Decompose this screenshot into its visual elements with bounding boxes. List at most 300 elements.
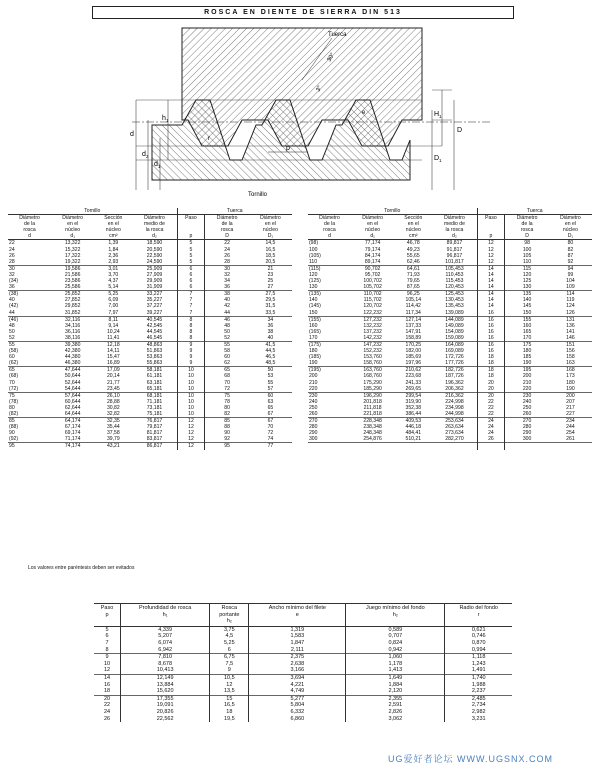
cell-right-0: 200 [308, 373, 318, 380]
header-line: h₂ [392, 611, 398, 618]
cell-left-2: 20,14 [106, 373, 120, 380]
bottom-cell-1: 13,884 [121, 682, 210, 689]
cell-left-6: 63 [267, 398, 274, 405]
cell-left-2: 3,01 [94, 265, 132, 272]
label-D1-sub: 1 [439, 158, 442, 163]
header-left-0 [8, 215, 51, 240]
bottom-cell-4: 2,120 [346, 688, 445, 695]
bottom-cell-5: 2,485 [445, 695, 512, 702]
cell-right-3: 139,089 [445, 309, 464, 316]
cell-left-4: 6 [177, 284, 205, 291]
cell-right-5: 270 [505, 418, 549, 425]
group-nut-left: Tuerca [177, 208, 292, 215]
cell-left-1: 57,644 [51, 392, 94, 399]
cell-right-6: 180 [566, 379, 575, 386]
bottom-header-3 [249, 604, 346, 627]
cell-right-1: 100,702 [363, 278, 382, 285]
bottom-cell-0: 6 [105, 633, 109, 640]
cell-left-5: 90 [205, 430, 249, 436]
cell-left-0: 85 [8, 418, 51, 425]
cell-right-1: 122,232 [363, 309, 382, 316]
bottom-cell-0: 8 [105, 646, 109, 653]
header-line: Paso [185, 215, 197, 222]
cell-right-4: 12 [477, 247, 505, 253]
cell-left-0: 48 [9, 322, 15, 329]
cell-left-1: 62,644 [64, 404, 81, 411]
header-left-2 [94, 215, 132, 240]
cell-right-6: 114 [549, 291, 592, 298]
page-title: ROSCA EN DIENTE DE SIERRA DIN 513 [92, 6, 514, 19]
cell-right-5: 150 [505, 310, 549, 317]
cell-right-5: 170 [505, 335, 549, 342]
cell-left-2: 16,89 [106, 360, 120, 367]
cell-left-2: 12,18 [94, 341, 132, 348]
cell-left-6: 16,5 [265, 246, 276, 253]
cell-right-3: 182,726 [432, 367, 477, 374]
bottom-cell-4: 1,413 [346, 667, 445, 674]
cell-left-6: 21 [249, 265, 292, 272]
bottom-table-body [94, 626, 512, 722]
cell-left-3: 68,181 [132, 392, 177, 399]
cell-left-3: 81,817 [146, 430, 163, 437]
cell-right-1: 168,760 [363, 373, 382, 380]
cell-left-0: 26 [9, 252, 15, 259]
cell-left-5: 52 [205, 335, 249, 342]
cell-left-6: 31,5 [265, 303, 276, 310]
header-line: en el [264, 221, 276, 228]
cell-left-5: 55 [205, 341, 249, 348]
cell-right-5: 160 [505, 323, 549, 329]
cell-right-1: 77,174 [364, 240, 381, 247]
cell-left-4: 10 [177, 367, 205, 374]
cell-left-6: 25 [267, 278, 274, 285]
header-line: e [295, 611, 299, 618]
bottom-cell-2: 12 [210, 682, 249, 689]
cell-left-2: 37,58 [106, 430, 120, 437]
cell-left-3: 31,909 [146, 284, 163, 291]
header-line: rosca [23, 227, 36, 234]
cell-left-6: 44,5 [265, 348, 276, 355]
header-right-0 [308, 215, 351, 240]
cell-right-6: 124 [566, 303, 575, 310]
header-right-4 [477, 215, 505, 240]
header-line: D₁ [267, 233, 274, 240]
cell-left-5: 85 [205, 418, 249, 425]
cell-left-4: 5 [177, 240, 205, 247]
cell-left-6: 60 [249, 392, 292, 399]
cell-right-2: 510,21 [405, 436, 422, 443]
cell-left-5: 28 [205, 259, 249, 266]
table-row [8, 310, 592, 317]
cell-right-3: 206,362 [445, 385, 464, 392]
cell-left-0: 90 [9, 430, 15, 437]
cell-left-4: 10 [177, 392, 205, 399]
header-line: d₂ [152, 233, 157, 240]
cell-left-0: 36 [9, 284, 15, 291]
cell-right-1: 120,702 [363, 303, 382, 310]
cell-right-2: 49,23 [406, 246, 420, 253]
table-row [8, 418, 592, 425]
cell-left-3: 73,181 [146, 404, 163, 411]
header-line: d₁ [70, 233, 75, 240]
header-line: en el [107, 221, 119, 228]
cell-right-1: 115,702 [363, 297, 382, 304]
cell-right-3: 224,998 [445, 398, 464, 405]
table-row [94, 633, 512, 640]
cell-left-3: 35,227 [146, 297, 163, 304]
cell-left-2: 39,79 [106, 436, 120, 443]
header-line: rosca [220, 227, 234, 234]
table-row [94, 716, 512, 723]
cell-left-3: 18,590 [146, 240, 163, 247]
bottom-cell-2: 4,5 [210, 633, 249, 640]
cell-right-2: 79,65 [406, 278, 420, 285]
cell-right-2: 197,96 [405, 360, 422, 367]
header-line: Diámetro [560, 215, 581, 222]
cell-right-3: 135,453 [445, 303, 464, 310]
cell-right-4: 18 [477, 360, 505, 367]
cell-left-0: 30 [8, 265, 51, 272]
table-row [8, 367, 592, 374]
bottom-cell-1: 8,678 [121, 661, 210, 668]
bottom-header-5 [445, 604, 512, 627]
cell-left-6: 74 [267, 436, 274, 443]
header-line: en el [367, 221, 379, 228]
label-d: d [130, 131, 134, 138]
cell-left-2: 7,00 [108, 303, 119, 310]
cell-right-6: 87 [567, 252, 574, 259]
header-line: Diámetro [144, 215, 165, 222]
bottom-cell-4: 2,355 [346, 695, 445, 702]
cell-right-0: 290 [308, 430, 318, 437]
cell-right-4: 24 [477, 430, 505, 436]
cell-right-5: 200 [505, 373, 549, 379]
cell-left-4: 5 [177, 247, 205, 253]
cell-right-5: 98 [505, 240, 549, 247]
cell-left-4: 6 [177, 278, 205, 284]
cell-left-6: 50 [249, 367, 292, 374]
bottom-cell-4: 1,060 [346, 654, 445, 661]
cell-left-3: 58,181 [132, 367, 177, 374]
cell-right-0: 240 [308, 398, 318, 405]
bottom-cell-0: 22 [103, 702, 111, 709]
main-table-header-row [8, 215, 592, 240]
cell-right-6: 136 [566, 322, 575, 329]
cell-right-1: 185,290 [363, 385, 382, 392]
cell-left-5: 62 [205, 360, 249, 367]
cell-left-3: 39,227 [146, 309, 163, 316]
cell-left-6: 40 [267, 334, 274, 341]
cell-left-6: 38 [267, 328, 274, 335]
cell-right-2: 409,53 [394, 418, 432, 425]
cell-left-6: 14,5 [265, 240, 276, 247]
header-line: d [328, 233, 331, 240]
cell-left-2: 2,93 [108, 258, 119, 265]
cell-right-4: 16 [477, 323, 505, 329]
cell-left-4: 9 [177, 360, 205, 367]
cell-right-0: 100 [308, 246, 318, 253]
thread-profile-svg [92, 20, 512, 206]
header-line: h₂ [226, 618, 232, 625]
cell-left-2: 6,09 [108, 297, 119, 304]
bottom-cell-4: 0,824 [346, 640, 445, 647]
cell-right-6: 168 [549, 367, 592, 374]
cell-right-6: 163 [566, 360, 575, 367]
cell-right-5: 230 [505, 392, 549, 399]
cell-left-5: 22 [205, 240, 249, 247]
cell-left-2: 14,11 [107, 348, 120, 355]
cell-left-5: 72 [205, 386, 249, 393]
cell-left-1: 38,116 [65, 334, 81, 341]
cell-left-5: 82 [205, 411, 249, 418]
bottom-cell-0: 16 [103, 681, 111, 688]
cell-left-3: 55,863 [146, 360, 163, 367]
cell-left-5: 78 [205, 399, 249, 405]
cell-right-0: 170 [308, 334, 318, 341]
header-line: rosca [520, 227, 534, 234]
cell-right-2: 185,69 [405, 354, 422, 361]
cell-right-2: 170,25 [394, 341, 432, 348]
cell-left-1: 60,644 [64, 398, 81, 405]
cell-left-4: 9 [177, 341, 205, 348]
thread-profile-diagram [92, 20, 512, 206]
bottom-cell-1: 20,826 [121, 709, 210, 716]
bottom-cell-1: 19,091 [121, 702, 210, 709]
header-line: p [105, 611, 109, 618]
cell-right-5: 240 [505, 399, 549, 405]
bottom-cell-0: 26 [103, 715, 111, 722]
cell-left-3: 79,817 [146, 424, 163, 431]
cell-right-1: 175,290 [363, 379, 382, 386]
header-line: d₁ [370, 233, 375, 240]
table-row [8, 240, 592, 247]
cell-left-1: 64,644 [64, 411, 81, 417]
cell-left-0: (82) [9, 411, 19, 417]
cell-left-1: 27,852 [64, 297, 81, 304]
bottom-cell-5: 1,243 [445, 661, 512, 668]
header-line: portante [219, 611, 240, 618]
bottom-cell-3: 2,111 [249, 647, 346, 654]
cell-right-2: 158,89 [405, 334, 422, 341]
cell-right-5: 210 [505, 380, 549, 386]
table-row [8, 386, 592, 393]
table-row [8, 284, 592, 291]
table-row [94, 688, 512, 695]
cell-right-5: 155 [505, 316, 549, 323]
header-line: p [489, 233, 493, 240]
bottom-cell-0: 14 [94, 674, 121, 681]
cell-right-3: 120,453 [445, 284, 464, 291]
bottom-cell-3: 5,277 [249, 695, 346, 702]
cell-right-1: 127,232 [351, 316, 394, 323]
bottom-cell-2: 5,25 [210, 640, 249, 647]
cell-left-4: 10 [177, 399, 205, 405]
cell-right-4: 12 [477, 259, 505, 266]
cell-right-1 [351, 443, 394, 450]
table-row [94, 682, 512, 689]
cell-right-3: 89,817 [446, 240, 463, 247]
cell-right-5: 125 [505, 278, 549, 284]
cell-right-4: 20 [477, 386, 505, 393]
cell-right-5: 300 [505, 436, 549, 443]
cell-left-6: 34 [249, 316, 292, 323]
table-row [94, 654, 512, 661]
cell-left-2: 1,84 [108, 246, 119, 253]
header-line: medio de [443, 221, 465, 228]
bottom-cell-2: 13,5 [210, 688, 249, 695]
cell-right-3: 263,634 [445, 424, 464, 431]
cell-left-0: 95 [8, 443, 51, 450]
cell-right-5: 280 [505, 424, 549, 430]
cell-right-6: 207 [566, 398, 575, 405]
bottom-cell-4: 3,062 [346, 716, 445, 723]
cell-right-1: 132,232 [363, 322, 382, 329]
bottom-cell-1: 6,942 [121, 647, 210, 654]
cell-left-1: 50,644 [64, 373, 81, 380]
cell-left-1: 31,852 [64, 309, 81, 316]
cell-left-1: 67,174 [64, 424, 81, 431]
cell-left-2: 21,77 [106, 379, 120, 386]
cell-right-4: 14 [477, 265, 505, 272]
header-line: Paso [485, 215, 497, 222]
cell-right-3: 273,634 [445, 430, 464, 437]
cell-left-0: (78) [9, 398, 19, 405]
cell-left-6: 48,5 [265, 360, 276, 367]
cell-right-1: 110,702 [351, 291, 394, 298]
cell-left-6: 18,5 [265, 252, 276, 259]
cell-right-6: 82 [567, 246, 574, 253]
cell-right-4: 20 [477, 380, 505, 386]
cell-left-6: 57 [267, 385, 274, 392]
cell-left-5: 60 [205, 354, 249, 360]
cell-right-0: (98) [308, 240, 319, 247]
cell-right-0: 270 [308, 418, 351, 425]
cell-left-5: 68 [205, 373, 249, 379]
cell-right-3: 115,453 [445, 278, 464, 285]
bottom-cell-3: 5,804 [249, 702, 346, 709]
bottom-cell-3: 1,319 [249, 626, 346, 633]
cell-right-5 [505, 443, 549, 450]
bottom-cell-5: 0,621 [445, 626, 512, 633]
cell-left-6: 72 [267, 430, 274, 437]
cell-left-2: 9,14 [108, 322, 119, 329]
cell-left-6: 46,5 [265, 354, 276, 361]
cell-right-3: 234,998 [445, 404, 464, 411]
table-row [8, 259, 592, 266]
cell-right-2: 446,18 [405, 424, 422, 431]
cell-left-3: 61,181 [146, 373, 163, 380]
cell-left-3: 83,817 [146, 436, 163, 443]
cell-left-5: 80 [205, 405, 249, 411]
label-H1: H [434, 111, 440, 118]
cell-right-1: 152,232 [363, 348, 382, 355]
bottom-cell-1: 15,620 [121, 688, 210, 695]
cell-left-0: (46) [8, 316, 51, 323]
bottom-cell-0: 10 [103, 660, 111, 667]
cell-right-0 [308, 443, 351, 450]
bottom-cell-2: 3,75 [210, 626, 249, 633]
cell-left-3: 51,863 [146, 348, 163, 355]
cell-left-2: 8,11 [94, 316, 132, 323]
table-row [8, 265, 592, 272]
cell-right-3: 187,726 [445, 373, 464, 380]
cell-right-6: 261 [566, 436, 575, 443]
header-line: núcleo [405, 227, 421, 234]
cell-right-4: 16 [477, 335, 505, 342]
header-line: p [189, 233, 193, 240]
label-angle-3: 3° [315, 85, 324, 93]
header-line: de la [521, 221, 533, 228]
bottom-cell-2: 15 [210, 695, 249, 702]
bottom-cell-0: 24 [103, 708, 111, 715]
cell-right-5: 260 [505, 411, 549, 418]
cell-right-5: 100 [505, 247, 549, 253]
cell-left-4: 12 [177, 443, 205, 450]
header-right-6 [549, 215, 592, 240]
bottom-table-header-row [94, 604, 512, 627]
header-line: en el [564, 221, 576, 228]
cell-right-5: 250 [505, 405, 549, 411]
cell-left-3: 33,227 [132, 291, 177, 298]
header-line: Diámetro [319, 215, 340, 222]
cell-right-2: 352,38 [405, 404, 422, 411]
cell-right-3: 172,726 [445, 354, 464, 361]
cell-right-0: 180 [308, 348, 318, 355]
cell-right-5: 220 [505, 386, 549, 393]
cell-left-1: 32,116 [51, 316, 94, 323]
header-line: de la [24, 221, 36, 228]
bottom-cell-4: 1,649 [346, 674, 445, 681]
bottom-cell-5: 2,734 [445, 702, 512, 709]
header-line: rosca [323, 227, 336, 234]
bottom-header-2 [210, 604, 249, 627]
bottom-cell-0: 9 [94, 654, 121, 661]
cell-right-0: (195) [308, 367, 351, 374]
cell-left-3: 46,545 [146, 334, 163, 341]
cell-left-5: 38 [205, 291, 249, 298]
cell-right-4: 20 [477, 392, 505, 399]
header-line: la rosca [145, 227, 164, 234]
header-line: Paso [100, 605, 114, 611]
header-right-5 [505, 215, 549, 240]
bottom-cell-1: 12,149 [121, 674, 210, 681]
header-line: h₁ [162, 611, 168, 618]
header-line: Diámetro [216, 215, 238, 222]
table-row [8, 360, 592, 367]
cell-left-4: 8 [177, 316, 205, 323]
cell-right-4: 18 [477, 354, 505, 360]
cell-left-2: 26,10 [94, 392, 132, 399]
cell-left-0: 55 [8, 341, 51, 348]
label-H1-sub: 1 [439, 114, 442, 119]
cell-left-0: 70 [9, 379, 15, 386]
bottom-cell-4: 2,591 [346, 702, 445, 709]
header-line: Diámetro [444, 215, 465, 222]
cell-left-3: 29,909 [146, 278, 163, 285]
bottom-cell-2: 16,5 [210, 702, 249, 709]
header-line: núcleo [65, 227, 81, 234]
cell-left-1: 15,322 [64, 246, 81, 253]
cell-right-0: (135) [308, 291, 351, 298]
header-line: Juego mínimo del fondo [365, 605, 425, 611]
cell-left-6: 33,5 [265, 309, 276, 316]
cell-right-6: 244 [566, 424, 575, 431]
cell-left-6: 20,5 [265, 258, 276, 265]
cell-right-4: 16 [477, 329, 505, 335]
cell-right-3: 96,817 [446, 252, 463, 259]
cell-left-0: 52 [9, 334, 15, 341]
cell-right-3 [432, 443, 477, 450]
